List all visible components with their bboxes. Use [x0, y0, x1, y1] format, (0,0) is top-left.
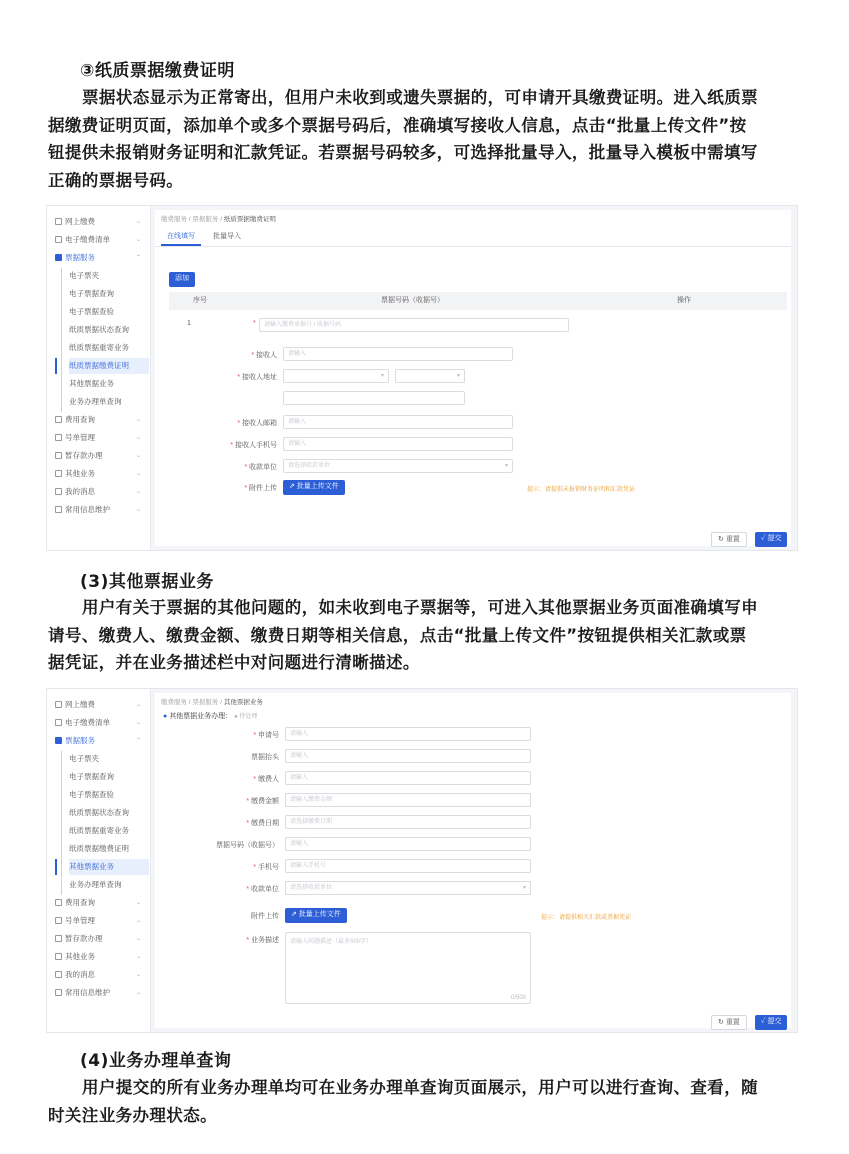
sidebar-subitem[interactable] — [69, 823, 149, 839]
sidebar-subitem[interactable] — [69, 394, 149, 410]
menu-icon — [55, 254, 62, 261]
menu-icon — [55, 488, 62, 495]
field-input[interactable]: 请输入缴费金额 — [285, 793, 531, 807]
sidebar-item[interactable] — [55, 913, 147, 929]
submit-button[interactable]: ✓ 提交 — [755, 1015, 787, 1030]
para-line: 正确的票据号码。 — [48, 170, 184, 190]
sidebar-item[interactable] — [55, 430, 147, 446]
sidebar-item[interactable] — [55, 697, 147, 713]
sidebar-item-label: 电子票据查询 — [69, 289, 114, 298]
email-label: * 接收人邮箱 — [237, 420, 277, 427]
sidebar-item[interactable] — [55, 502, 147, 518]
chevron-down-icon: ▾ — [456, 373, 460, 379]
address-detail-input[interactable] — [283, 391, 465, 405]
field-input[interactable]: 请输入 — [285, 749, 531, 763]
chevron-down-icon: ⌄ — [135, 507, 141, 513]
phone-input[interactable]: 请输入 — [283, 437, 513, 451]
receiver-label: * 接收人 — [251, 352, 277, 359]
sidebar-item-label: 费用查询 — [65, 415, 95, 424]
sidebar-item[interactable] — [55, 484, 147, 500]
sidebar-item-label: 纸质票据缴费证明 — [69, 361, 129, 370]
chevron-down-icon: ▾ — [380, 373, 384, 379]
sidebar-item-label: 电子缴费清单 — [65, 718, 110, 727]
field-label: * 缴费日期 — [246, 820, 279, 827]
refresh-icon: ↻ — [718, 1019, 726, 1026]
menu-icon — [55, 719, 62, 726]
sidebar-subitem[interactable] — [69, 769, 149, 785]
menu-icon — [55, 971, 62, 978]
field-label: * 缴费人 — [253, 776, 279, 783]
unit-label: * 收款单位 — [244, 464, 277, 471]
chevron-down-icon: ⌄ — [135, 471, 141, 477]
upload-label: 附件上传 — [251, 913, 279, 920]
sidebar-item-label: 电子票据查询 — [69, 772, 114, 781]
tab-divider — [155, 246, 791, 247]
menu-icon — [55, 236, 62, 243]
breadcrumb-item[interactable]: 缴费服务 — [161, 216, 187, 223]
sidebar-item[interactable] — [55, 931, 147, 947]
main-panel — [155, 210, 791, 546]
sidebar-item[interactable] — [55, 214, 147, 230]
chevron-down-icon: ▾ — [522, 885, 526, 891]
para-line: 请号、缴费人、缴费金额、缴费日期等相关信息，点击“批量上传文件”按钮提供相关汇款或票 — [48, 625, 747, 645]
paragraph-order-query — [48, 1074, 800, 1129]
menu-icon — [55, 953, 62, 960]
sidebar-item[interactable] — [55, 232, 147, 248]
email-input[interactable]: 请输入 — [283, 415, 513, 429]
sidebar-subitem[interactable] — [69, 841, 149, 857]
para-line: 时关注业务办理状态。 — [48, 1105, 217, 1125]
sidebar-item-label: 票据服务 — [65, 253, 95, 262]
para-line: 票据状态显示为正常寄出，但用户未收到或遗失票据的，可申请开具缴费证明。进入纸质票 — [82, 88, 758, 107]
receipt-number-input[interactable]: 请输入缴费单据号 / 收据号码 — [259, 318, 569, 332]
sidebar-item-label: 电子票夹 — [69, 271, 99, 280]
table-header — [169, 292, 787, 310]
sidebar-item-label: 纸质票据重寄业务 — [69, 343, 129, 352]
sidebar-item[interactable] — [55, 466, 147, 482]
field-input[interactable]: 请输入 — [285, 771, 531, 785]
chevron-down-icon: ⌄ — [135, 702, 141, 708]
menu-icon — [55, 701, 62, 708]
reset-button[interactable]: ↻ 重置 — [711, 532, 747, 547]
sidebar-subitem[interactable] — [69, 286, 149, 302]
field-label: 票据号码（收据号） — [216, 842, 279, 849]
field-input[interactable]: 请选择缴费日期 — [285, 815, 531, 829]
sidebar-item-label: 纸质票据重寄业务 — [69, 826, 129, 835]
row-index: 1 — [187, 320, 191, 327]
sidebar-item[interactable] — [55, 250, 147, 266]
sidebar-item-label: 电子票据查验 — [69, 790, 114, 799]
section-title: ● 其他票据业务办理： ● 待处理 — [163, 713, 258, 720]
tab-online-fill[interactable]: 在线填写 — [161, 230, 201, 246]
refresh-icon: ↻ — [718, 536, 726, 543]
screenshot-paper-receipt-proof — [46, 205, 798, 551]
sidebar-subitem[interactable] — [69, 877, 149, 893]
menu-icon — [55, 917, 62, 924]
chevron-down-icon: ⌄ — [135, 417, 141, 423]
sidebar-subitem[interactable] — [69, 340, 149, 356]
breadcrumb-current: 其他票据业务 — [223, 699, 263, 706]
sidebar-item-label: 暂存款办理 — [65, 451, 103, 460]
sidebar-item-label: 我的消息 — [65, 487, 95, 496]
col-number: 票据号码（收据号） — [381, 297, 444, 304]
field-input[interactable]: 请输入 — [285, 727, 531, 741]
menu-icon — [55, 899, 62, 906]
screenshot-other-business — [46, 688, 798, 1033]
sidebar-item-label: 其他票据业务 — [69, 379, 114, 388]
field-input[interactable]: 请输入 — [285, 837, 531, 851]
main-panel — [155, 693, 791, 1028]
sidebar-item-label: 业务办理单查询 — [69, 880, 122, 889]
chevron-down-icon: ⌄ — [135, 435, 141, 441]
menu-icon — [55, 434, 62, 441]
sidebar-item-label: 网上缴费 — [65, 217, 95, 226]
sidebar-subitem[interactable] — [69, 376, 149, 392]
sidebar-item-label: 电子票据查验 — [69, 307, 114, 316]
para-line: 用户提交的所有业务办理单均可在业务办理单查询页面展示，用户可以进行查询、查看，随 — [82, 1078, 758, 1097]
breadcrumb: 缴费服务 / 票据服务 / 其他票据业务 — [161, 699, 263, 706]
submit-button[interactable]: ✓ 提交 — [755, 532, 787, 547]
para-line: 钮提供未报销财务证明和汇款凭证。若票据号码较多，可选择批量导入，批量导入模板中需填写 — [48, 143, 758, 162]
sidebar-item[interactable] — [55, 985, 147, 1001]
sidebar-item[interactable] — [55, 715, 147, 731]
chevron-down-icon: ⌄ — [135, 453, 141, 459]
sidebar — [47, 689, 151, 1032]
link-icon: ⇗ — [289, 483, 297, 490]
chevron-down-icon: ⌄ — [135, 489, 141, 495]
receiver-input[interactable]: 请输入 — [283, 347, 513, 361]
dot-icon: ● — [163, 713, 170, 720]
sidebar-item-label: 常用信息维护 — [65, 988, 110, 997]
heading-paper-receipt-proof: ③纸质票据缴费证明 — [80, 61, 235, 81]
reset-button[interactable]: ↻ 重置 — [711, 1015, 747, 1030]
breadcrumb-item[interactable]: 票据服务 — [192, 699, 219, 706]
menu-icon — [55, 452, 62, 459]
menu-icon — [55, 416, 62, 423]
chevron-down-icon: ⌄ — [135, 237, 141, 243]
heading-order-query: (4)业务办理单查询 — [80, 1051, 232, 1071]
sidebar-item-label: 纸质票据状态查询 — [69, 325, 129, 334]
field-input[interactable]: 请输入手机号 — [285, 859, 531, 873]
para-line: 据凭证，并在业务描述栏中对问题进行清晰描述。 — [48, 653, 420, 672]
breadcrumb-item[interactable]: 票据服务 — [192, 216, 219, 223]
sidebar-item-label: 暂存款办理 — [65, 934, 103, 943]
sidebar-subitem[interactable] — [69, 751, 149, 767]
sidebar-item-label: 其他票据业务 — [69, 862, 114, 871]
breadcrumb: 缴费服务 / 票据服务 / 纸质票据缴费证明 — [161, 216, 276, 223]
upload-label: * 附件上传 — [244, 485, 277, 492]
chevron-up-icon: ⌃ — [135, 255, 141, 261]
menu-icon — [55, 506, 62, 513]
sidebar-item-label: 号单管理 — [65, 916, 95, 925]
sidebar-item[interactable] — [55, 967, 147, 983]
sidebar-item-label: 纸质票据缴费证明 — [69, 844, 129, 853]
chevron-down-icon: ⌄ — [135, 936, 141, 942]
description-label: * 业务描述 — [246, 937, 279, 944]
breadcrumb-item[interactable]: 缴费服务 — [161, 699, 187, 706]
sidebar-item-label: 我的消息 — [65, 970, 95, 979]
sidebar-subitem[interactable] — [69, 322, 149, 338]
sidebar — [47, 206, 151, 550]
sidebar-subitem[interactable] — [69, 304, 149, 320]
phone-label: * 接收人手机号 — [230, 442, 277, 449]
link-icon: ⇗ — [291, 911, 299, 918]
sidebar-item[interactable] — [55, 412, 147, 428]
sidebar-item-label: 电子缴费清单 — [65, 235, 110, 244]
sidebar-item[interactable] — [55, 895, 147, 911]
field-label: * 缴费金额 — [246, 798, 279, 805]
sidebar-item[interactable] — [55, 949, 147, 965]
required-mark: * — [253, 320, 256, 327]
char-count: 0/500 — [510, 995, 526, 1001]
upload-tip: 提示：请提供未报销财务证明和汇款凭证 — [527, 487, 636, 493]
col-index: 序号 — [193, 297, 207, 304]
sidebar-item-label: 常用信息维护 — [65, 505, 110, 514]
field-label: * 手机号 — [253, 864, 279, 871]
address-label: * 接收人地址 — [237, 374, 277, 381]
paragraph-other-business — [48, 594, 800, 677]
para-line: 据缴费证明页面，添加单个或多个票据号码后，准确填写接收人信息，点击“批量上传文件”按 — [48, 115, 747, 135]
field-label: * 收款单位 — [246, 886, 279, 893]
sidebar-item[interactable] — [55, 733, 147, 749]
chevron-down-icon: ⌄ — [135, 972, 141, 978]
sidebar-item-label: 票据服务 — [65, 736, 95, 745]
sidebar-item-label: 其他业务 — [65, 952, 95, 961]
province-select[interactable] — [283, 369, 389, 383]
chevron-up-icon: ⌃ — [135, 738, 141, 744]
menu-icon — [55, 737, 62, 744]
chevron-down-icon: ⌄ — [135, 954, 141, 960]
sidebar-item-label: 网上缴费 — [65, 700, 95, 709]
sidebar-item[interactable] — [55, 448, 147, 464]
check-icon: ✓ — [761, 535, 768, 542]
heading-other-business: (3)其他票据业务 — [80, 572, 214, 592]
sidebar-item-label: 电子票夹 — [69, 754, 99, 763]
para-line: 用户有关于票据的其他问题的，如未收到电子票据等，可进入其他票据业务页面准确填写申 — [82, 598, 758, 617]
batch-upload-button[interactable]: ⇗ 批量上传文件 — [283, 480, 345, 495]
chevron-down-icon: ⌄ — [135, 720, 141, 726]
paragraph-paper-receipt-proof — [48, 84, 800, 194]
chevron-down-icon: ⌄ — [135, 990, 141, 996]
breadcrumb-current: 纸质票据缴费证明 — [223, 216, 276, 223]
menu-icon — [55, 989, 62, 996]
field-label: * 申请号 — [253, 732, 279, 739]
tree-line — [61, 751, 62, 895]
description-textarea[interactable]: 请输入问题描述（最多500字） 0/500 — [285, 932, 531, 1004]
tab-batch-import[interactable]: 批量导入 — [213, 233, 241, 240]
chevron-down-icon: ⌄ — [135, 918, 141, 924]
sidebar-item-label: 业务办理单查询 — [69, 397, 122, 406]
sidebar-subitem[interactable] — [69, 268, 149, 284]
tree-line — [61, 268, 62, 412]
batch-upload-button[interactable]: ⇗ 批量上传文件 — [285, 908, 347, 923]
field-input[interactable]: 请选择收款单位 ▾ — [285, 881, 531, 895]
sidebar-subitem[interactable] — [69, 358, 149, 374]
col-op: 操作 — [677, 297, 691, 304]
sidebar-item-label: 费用查询 — [65, 898, 95, 907]
chevron-down-icon: ⌄ — [135, 900, 141, 906]
sidebar-item-label: 纸质票据状态查询 — [69, 808, 129, 817]
menu-icon — [55, 470, 62, 477]
add-button[interactable]: 添加 — [169, 272, 195, 287]
field-label: 票据抬头 — [251, 754, 279, 761]
unit-select[interactable]: 请选择收款单位 ▾ — [283, 459, 513, 473]
city-select[interactable] — [395, 369, 465, 383]
chevron-down-icon: ⌄ — [135, 219, 141, 225]
check-icon: ✓ — [761, 1018, 768, 1025]
upload-tip: 提示：请提供相关汇款或票据凭证 — [541, 915, 632, 921]
sidebar-subitem[interactable] — [69, 787, 149, 803]
menu-icon — [55, 935, 62, 942]
sidebar-subitem[interactable] — [69, 859, 149, 875]
sidebar-item-label: 其他业务 — [65, 469, 95, 478]
chevron-down-icon: ▾ — [504, 463, 508, 469]
menu-icon — [55, 218, 62, 225]
sidebar-subitem[interactable] — [69, 805, 149, 821]
sidebar-item-label: 号单管理 — [65, 433, 95, 442]
